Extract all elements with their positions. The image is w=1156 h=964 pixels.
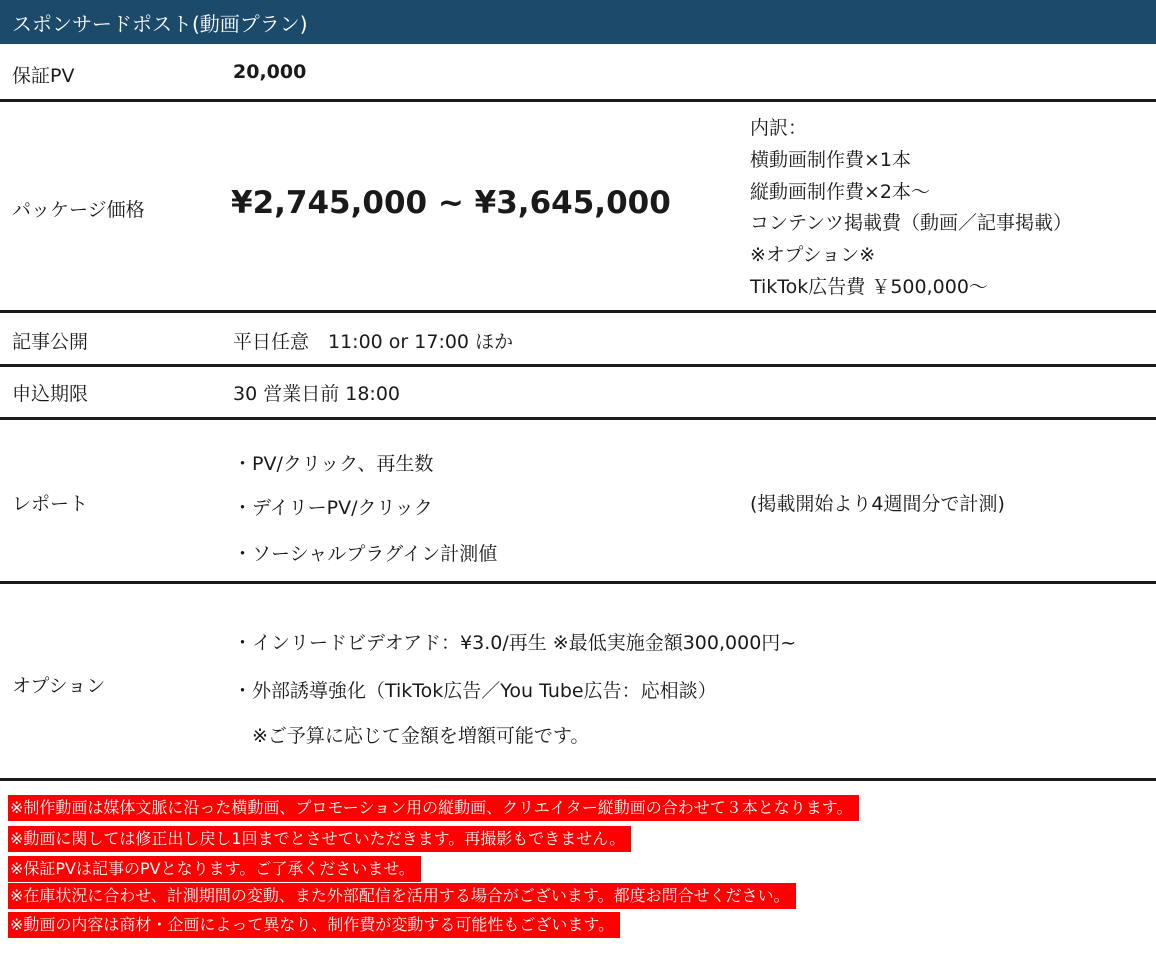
note-line: ※動画に関しては修正出し戻し1回までとさせていただきます。再撮影もできません。 [8, 826, 631, 852]
option-item: ・外部誘導強化（TikTok広告／You Tube広告：応相談） [233, 680, 717, 702]
note-line: ※在庫状況に合わせ、計測期間の変動、また外部配信を活用する場合がございます。都度お問合せください。 [8, 883, 796, 909]
report-item: ・ソーシャルプラグイン計測値 [233, 543, 498, 565]
row-divider [0, 364, 1156, 367]
breakdown-line: コンテンツ掲載費（動画／記事掲載） [750, 212, 1073, 235]
pv-label: 保証PV [12, 65, 75, 87]
table-title: スポンサードポスト(動画プラン) [12, 11, 308, 36]
row-divider [0, 581, 1156, 584]
breakdown-line: ※オプション※ [750, 244, 876, 267]
report-label: レポート [12, 493, 89, 515]
row-divider [0, 310, 1156, 313]
option-label: オプション [12, 675, 106, 697]
option-item: ・インリードビデオアド：¥3.0/再生 ※最低実施金額300,000円~ [233, 632, 797, 654]
breakdown-line: 横動画制作費×1本 [750, 148, 912, 171]
package-label: パッケージ価格 [12, 199, 145, 221]
publish-label: 記事公開 [12, 331, 89, 353]
breakdown-line: TikTok広告費 ￥500,000〜 [750, 275, 988, 298]
note-line: ※保証PVは記事のPVとなります。ご了承くださいませ。 [8, 856, 421, 882]
deadline-value: 30 営業日前 18:00 [233, 383, 401, 405]
note-line: ※制作動画は媒体文脈に沿った横動画、プロモーション用の縦動画、クリエイター縦動画の合わせて３本となります。 [8, 795, 859, 821]
deadline-label: 申込期限 [12, 383, 89, 405]
note-line: ※動画の内容は商材・企画によって異なり、制作費が変動する可能性もございます。 [8, 912, 620, 938]
package-price: ¥2,745,000 ~ ¥3,645,000 [231, 185, 671, 221]
table-header [0, 0, 1156, 44]
option-item: ※ご予算に応じて金額を増額可能です。 [233, 725, 590, 747]
row-divider [0, 417, 1156, 420]
package-breakdown [750, 113, 1072, 304]
report-item: ・PV/クリック、再生数 [233, 453, 434, 475]
row-divider [0, 778, 1156, 781]
pv-value: 20,000 [233, 61, 307, 83]
report-note: (掲載開始より4週間分で計測) [750, 493, 1005, 515]
publish-value: 平日任意 11:00 or 17:00 ほか [233, 331, 514, 353]
breakdown-line: 縦動画制作費×2本〜 [750, 180, 931, 203]
breakdown-line: 内訳： [750, 117, 808, 139]
row-divider [0, 99, 1156, 102]
report-item: ・デイリーPV/クリック [233, 497, 433, 519]
